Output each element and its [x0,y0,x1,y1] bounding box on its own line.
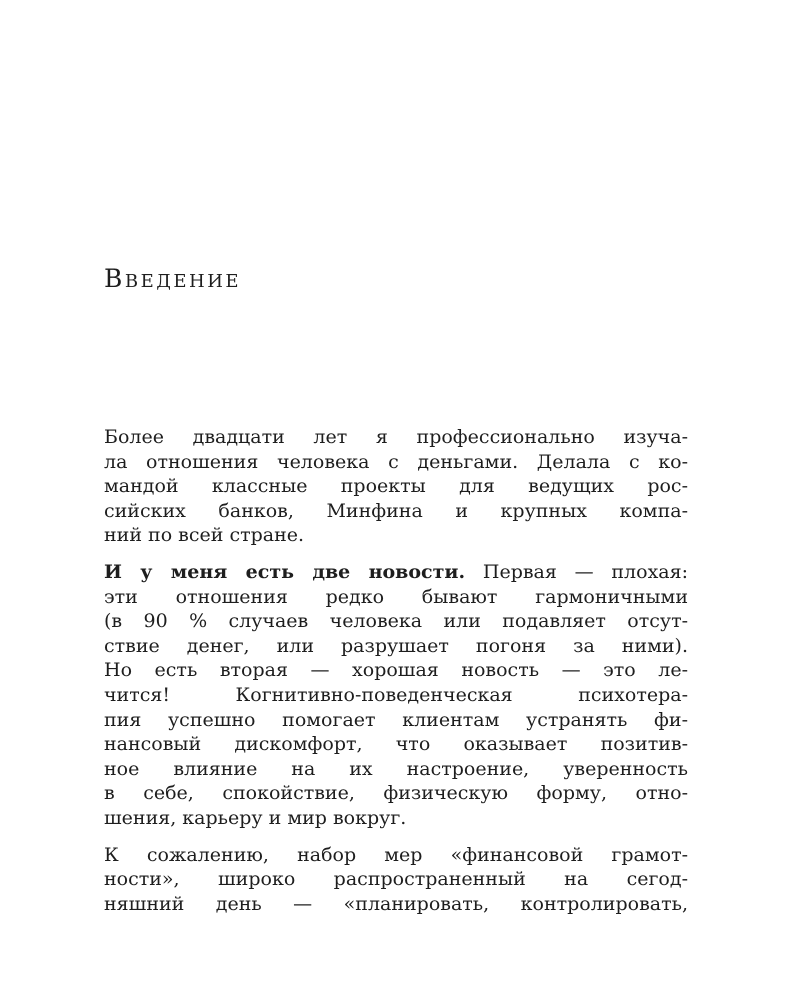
text-line: ствие денег, или разрушает погоня за ними). [104,634,688,657]
text-line: сийских банков, Минфина и крупных компа- [104,499,688,522]
text-line: ний по всей стране. [104,524,305,547]
text-line: ла отношения человека с деньгами. Делала с ко- [104,450,688,473]
text-line [104,560,688,585]
text-line: пия успешно помогает клиентам устранять фи- [104,708,688,731]
paragraph-3 [104,843,688,917]
paragraph-2 [104,560,688,831]
text-line: Более двадцати лет я профессионально изуча- [104,426,688,448]
text-line: в себе, спокойствие, физическую форму, отно- [104,782,688,805]
text-line: ное влияние на их настроение, уверенность [104,757,688,780]
text-line: чится! Когнитивно-поведенческая психотера- [104,683,688,706]
text-line: нансовый дискомфорт, что оказывает позитив- [104,733,688,756]
bold-lead-phrase: И у меня есть две новости. [104,560,466,583]
text-line-rest: Первая — плохая: [465,560,688,583]
text-line: ности», широко распространенный на сегод- [104,868,688,891]
text-line: эти отношения редко бывают гармоничными [104,585,688,608]
text-line: шения, карьеру и мир вокруг. [104,806,407,829]
chapter-title: Введение [104,264,242,293]
text-line: няшний день — «планировать, контролировать, [104,892,688,915]
text-line: К сожалению, набор мер «финансовой грамот- [104,843,688,866]
text-line: (в 90 % случаев человека или подавляет отсут- [104,610,688,633]
body-text [104,425,688,928]
paragraph-1 [104,425,688,548]
text-line: мандой классные проекты для ведущих рос- [104,475,688,498]
text-line: Но есть вторая — хорошая новость — это ле- [104,659,688,682]
